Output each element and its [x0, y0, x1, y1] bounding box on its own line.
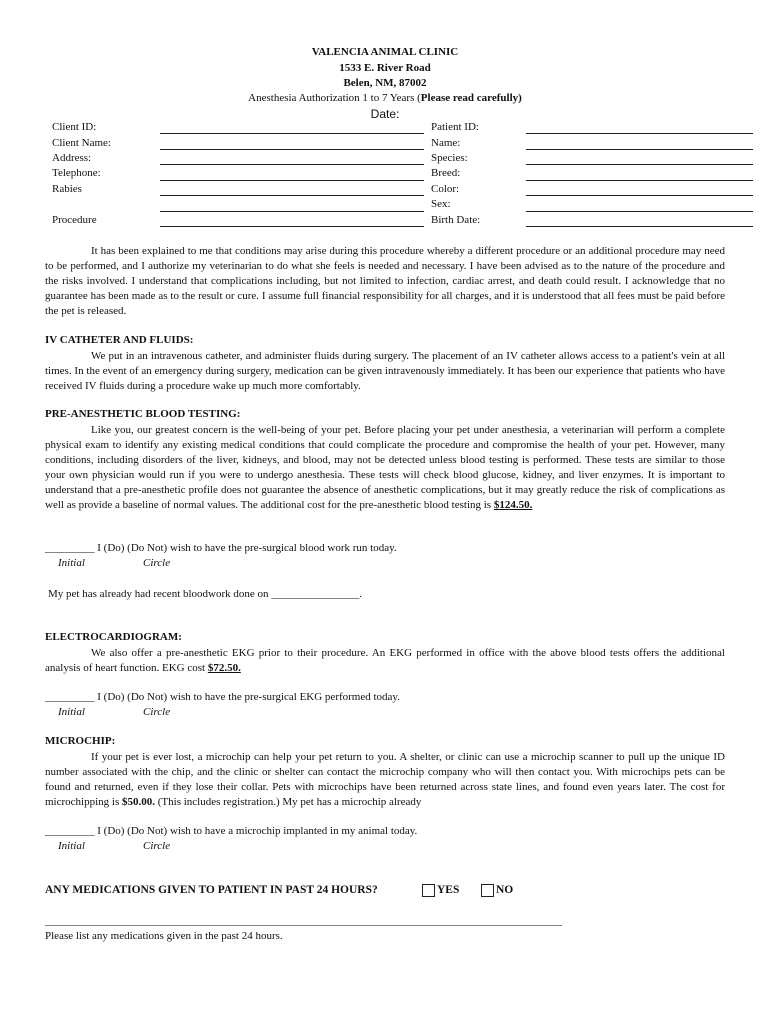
client-name-label: Client Name:: [52, 137, 111, 149]
form-title: [0, 92, 770, 104]
yes-checkbox[interactable]: [422, 884, 435, 897]
form-title-plain: Anesthesia Authorization 1 to 7 Years (: [248, 92, 421, 104]
breed-field[interactable]: [526, 180, 753, 181]
blood-initial-label: Initial: [58, 557, 85, 569]
iv-heading: IV CATHETER AND FLUIDS:: [45, 334, 194, 346]
microchip-heading: MICROCHIP:: [45, 735, 116, 747]
rabies-field[interactable]: [160, 195, 424, 196]
blood-text-body: Like you, our greatest concern is the well-being of your pet. Before placing your pet under anesthesia, a veterinarian will perform a complete physical exam to identify any existing medical conditions that could complicate the procedure and compromise the health of your pet. However, many conditions, including disorders of the liver, kidneys, and blood, may not be detected unless blood testing is performed. These tests are similar to those your own physician would run if you were to undergo anesthesia. These tests will check blood glucose, kidney, and liver enzymes. It is important to understand that a pre-anesthetic profile does not guarantee the absence of anesthetic complications, but it may greatly reduce the risk of complications as well as provide a baseline of normal values. The additional cost for the pre-anesthetic blood testing is: [45, 424, 725, 511]
name-label: Name:: [431, 137, 461, 149]
address-label: Address:: [52, 152, 92, 164]
patient-id-label: Patient ID:: [431, 121, 479, 133]
rabies-label: Rabies: [52, 183, 82, 195]
microchip-text-after: (This includes registration.) My pet has a microchip already: [155, 796, 422, 808]
medications-question: ANY MEDICATIONS GIVEN TO PATIENT IN PAST 24 HOURS?: [45, 884, 378, 896]
intro-paragraph: It has been explained to me that conditions may arise during this procedure whereby a different procedure or an additional procedure may need to be performed, and I authorize my veterinarian to do what she feels is needed and necessary. I have been advised as to the nature of the procedure and the risks involved. I understand that complications including, but not limited to infection, cardiac arrest, and death could result. I acknowledge that no guarantee has been made as to the result or cure. I assume full financial responsibility for all charges, and it is understood that all fees must be paid before the pet is released.: [45, 245, 725, 317]
sex-field[interactable]: [526, 211, 753, 212]
microchip-consent[interactable]: _________ I (Do) (Do Not) wish to have a microchip implanted in my animal today.: [45, 825, 418, 837]
recent-bloodwork[interactable]: My pet has already had recent bloodwork done on ________________.: [48, 588, 363, 600]
procedure-field[interactable]: [160, 226, 424, 227]
ekg-circle-label: Circle: [143, 706, 171, 718]
client-name-field[interactable]: [160, 149, 424, 150]
client-id-field[interactable]: [160, 133, 424, 134]
form-title-bold: Please read carefully): [420, 92, 522, 104]
ekg-text-body: We also offer a pre-anesthetic EKG prior to their procedure. An EKG performed in office with the above blood tests offers the additional analysis of heart function. EKG cost: [45, 647, 725, 674]
telephone-field[interactable]: [160, 180, 424, 181]
medications-line[interactable]: ______________________________________________________________________________________________: [45, 915, 562, 927]
clinic-address: 1533 E. River Road: [339, 62, 431, 74]
name-field[interactable]: [526, 149, 753, 150]
ekg-heading: ELECTROCARDIOGRAM:: [45, 631, 182, 643]
telephone-label: Telephone:: [52, 167, 101, 179]
breed-label: Breed:: [431, 167, 461, 179]
extra-field[interactable]: [160, 211, 424, 212]
microchip-text: [45, 750, 725, 810]
ekg-initial-label: Initial: [58, 706, 85, 718]
medications-note: Please list any medications given in the past 24 hours.: [45, 930, 283, 942]
blood-circle-label: Circle: [143, 557, 171, 569]
species-label: Species:: [431, 152, 468, 164]
yes-label: YES: [437, 884, 460, 896]
patient-id-field[interactable]: [526, 133, 753, 134]
color-field[interactable]: [526, 195, 753, 196]
iv-text: We put in an intravenous catheter, and administer fluids during surgery. The placement of an IV catheter allows access to a patient's vein at all times. In the event of an emergency during surgery, medication can be given intravenously immediately. It has been our experience that patients who have received IV fluids during a procedure wake up much more comfortably.: [45, 350, 725, 392]
blood-heading: PRE-ANESTHETIC BLOOD TESTING:: [45, 408, 241, 420]
microchip-circle-label: Circle: [143, 840, 171, 852]
no-label: NO: [496, 884, 514, 896]
microchip-initial-label: Initial: [58, 840, 85, 852]
blood-text: [45, 423, 725, 513]
address-field[interactable]: [160, 164, 424, 165]
ekg-text: [45, 646, 725, 676]
microchip-text-body: If your pet is ever lost, a microchip can help your pet return to you. A shelter, or clinic can use a microchip scanner to pull up the unique ID number associated with the chip, and the clinic or shelter can contact the microchip company who will then contact you. With microchips pets can be found and returned, even if they lose their collar. Pets with microchips have been returned across state lines, and found even years later. The cost for microchipping is: [45, 751, 725, 808]
blood-cost: $124.50.: [493, 499, 533, 511]
microchip-cost: $50.00.: [122, 796, 155, 808]
color-label: Color:: [431, 183, 460, 195]
procedure-label: Procedure: [52, 214, 97, 226]
ekg-consent[interactable]: _________ I (Do) (Do Not) wish to have the pre-surgical EKG performed today.: [45, 691, 400, 703]
no-checkbox[interactable]: [481, 884, 494, 897]
blood-consent[interactable]: _________ I (Do) (Do Not) wish to have the pre-surgical blood work run today.: [45, 542, 397, 554]
birth-date-field[interactable]: [526, 226, 753, 227]
clinic-city: Belen, NM, 87002: [343, 77, 427, 89]
sex-label: Sex:: [431, 198, 451, 210]
date-label: Date:: [370, 107, 400, 121]
client-id-label: Client ID:: [52, 121, 97, 133]
birth-date-label: Birth Date:: [431, 214, 481, 226]
clinic-name: VALENCIA ANIMAL CLINIC: [311, 46, 459, 58]
species-field[interactable]: [526, 164, 753, 165]
ekg-cost: $72.50.: [207, 662, 241, 674]
